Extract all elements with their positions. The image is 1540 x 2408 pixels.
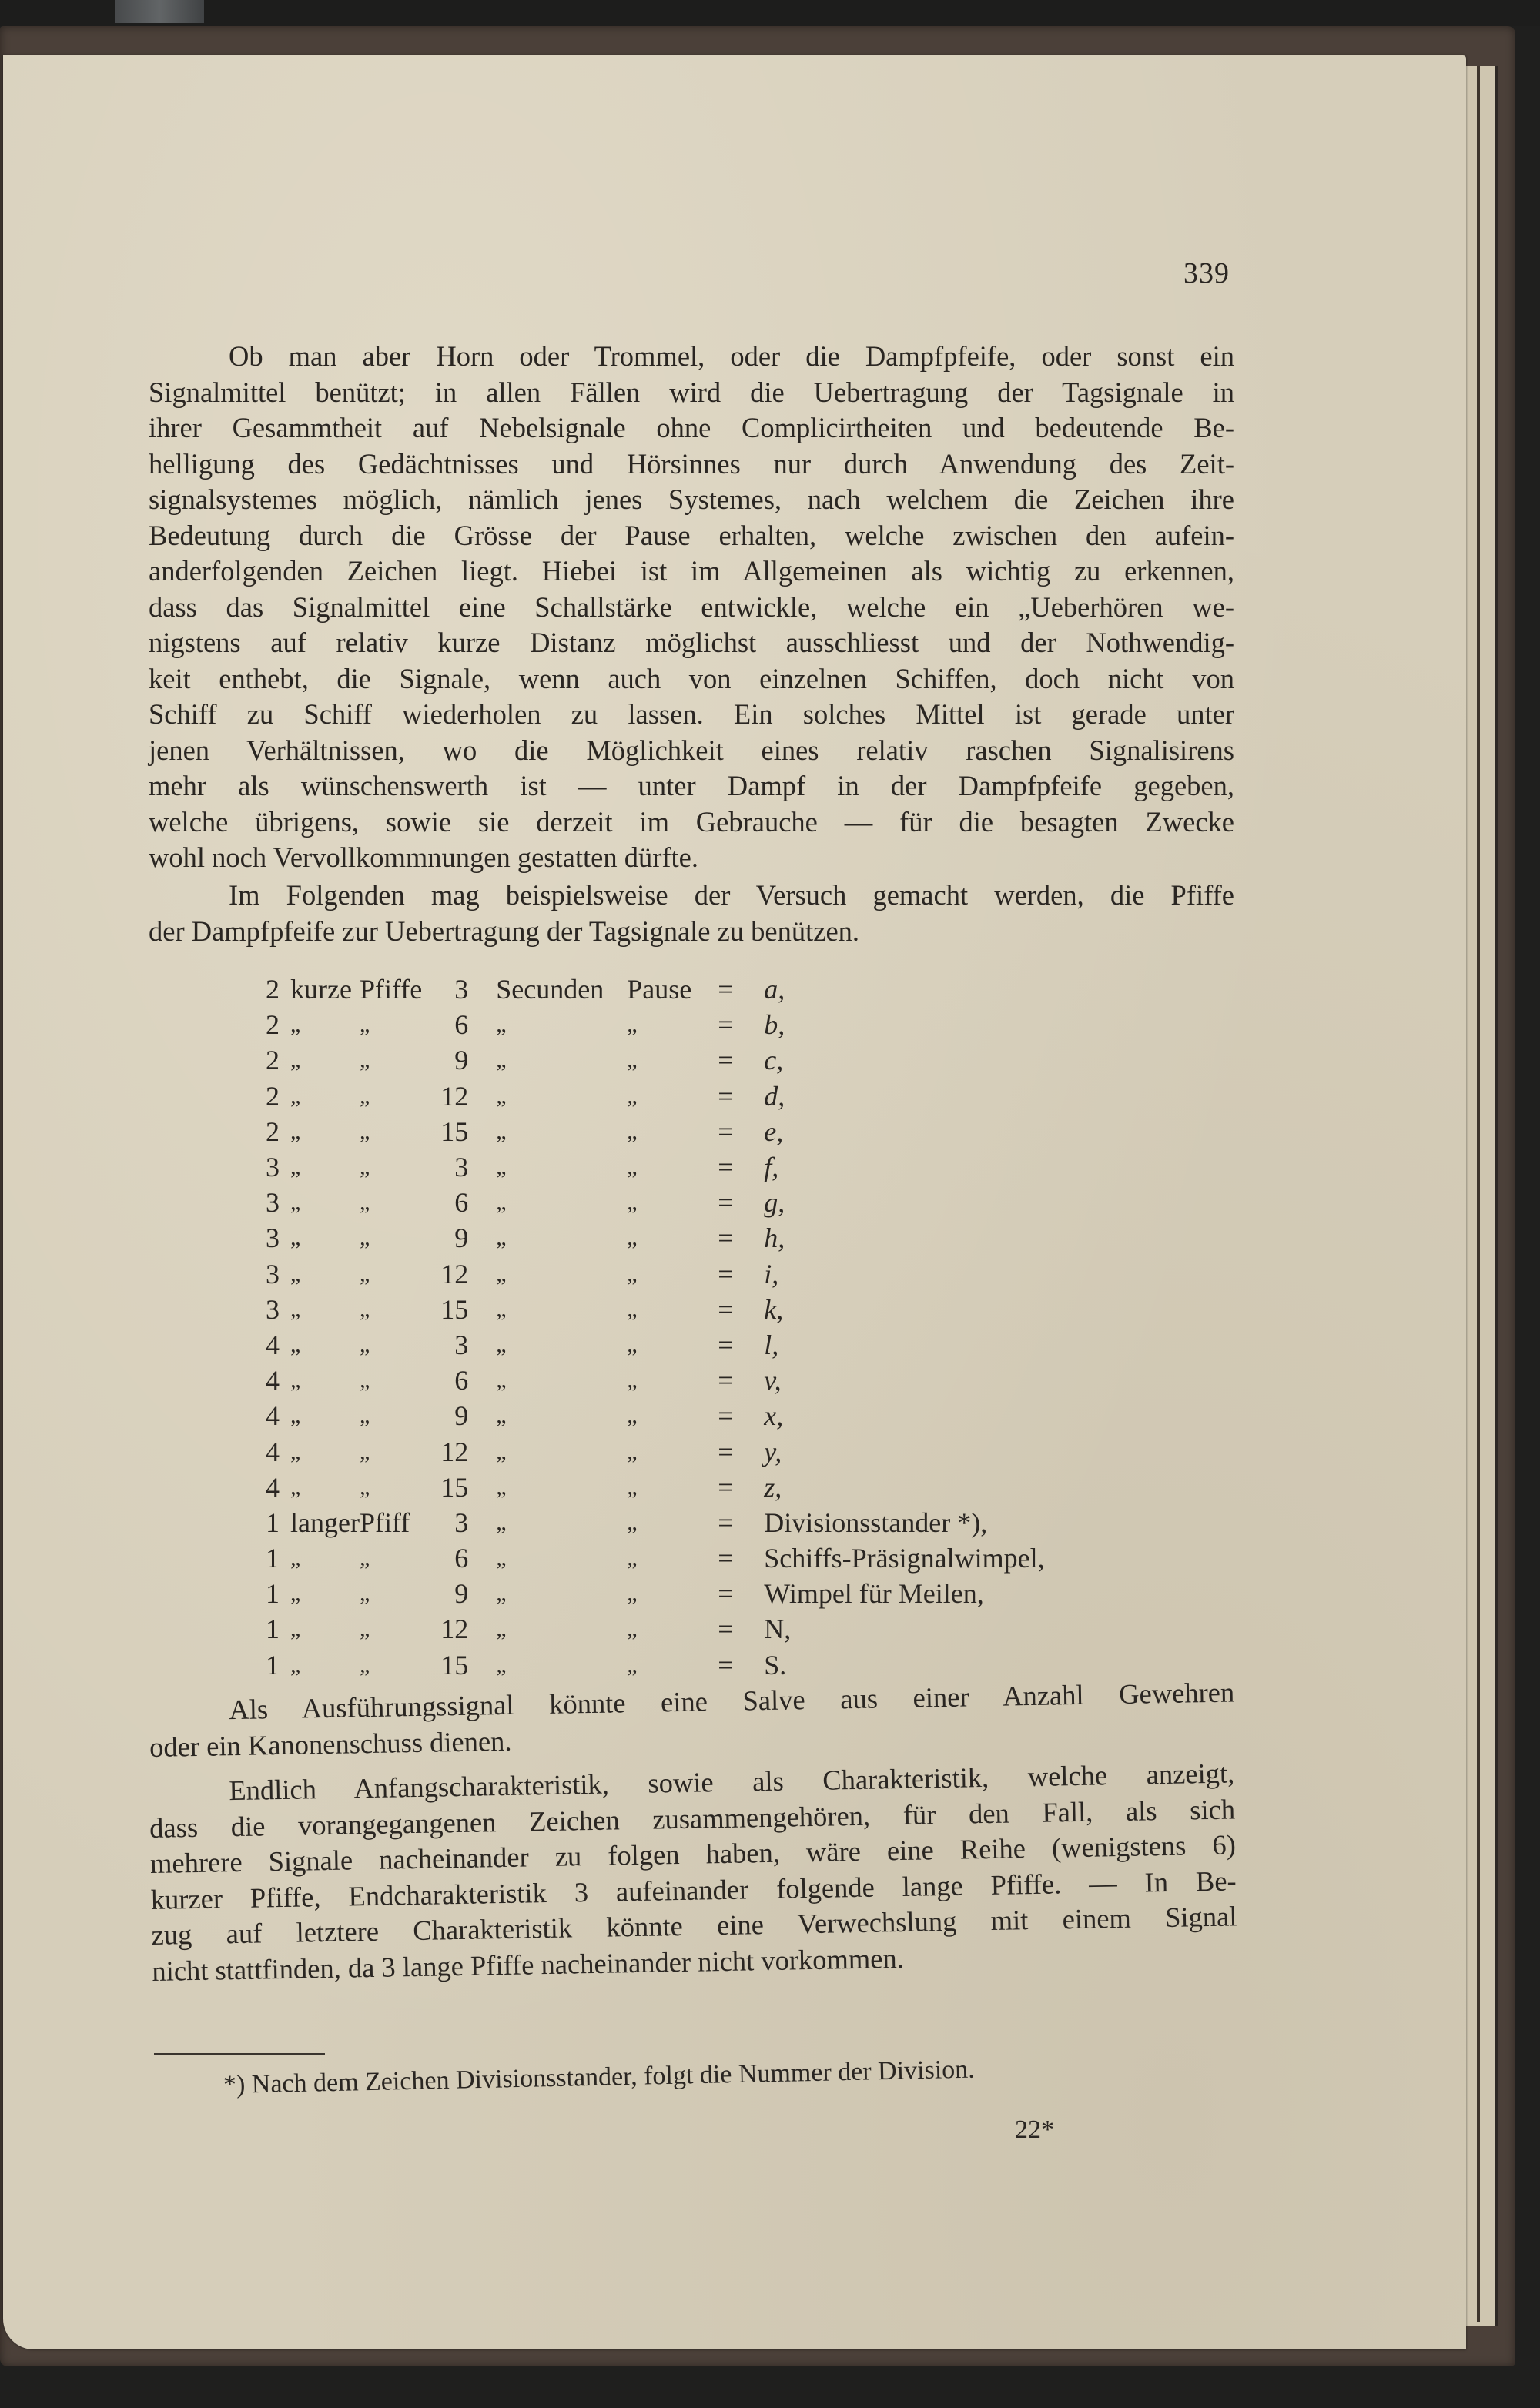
signal-row xyxy=(266,972,1045,1007)
signal-pfiff: „ xyxy=(359,1616,370,1642)
text-line: nigstens auf relativ kurze Distanz möglichst ausschliesst und der Nothwendig- xyxy=(149,627,1234,658)
seconds-word: „ xyxy=(496,1580,507,1607)
seconds-word: „ xyxy=(496,1189,507,1216)
signal-type: „ xyxy=(290,1047,301,1073)
text-line: wohl noch Vervollkommnungen gestatten dürfte. xyxy=(149,841,698,873)
pause-seconds: 3 xyxy=(454,1329,469,1360)
signal-meaning: d, xyxy=(764,1080,785,1112)
paragraph-4 xyxy=(149,1755,1238,1989)
signal-pfiff: Pfiffe xyxy=(359,974,423,1005)
page-edges xyxy=(1463,66,1498,2326)
equals-sign: = xyxy=(718,1187,734,1219)
signal-meaning: Schiffs-Präsignalwimpel, xyxy=(764,1543,1045,1574)
signal-pfiff: „ xyxy=(359,1118,370,1144)
signal-type: „ xyxy=(290,1154,301,1180)
pause-word: „ xyxy=(627,1012,638,1038)
signal-row xyxy=(266,1185,1045,1220)
pause-word: „ xyxy=(627,1225,638,1251)
text-line: keit enthebt, die Signale, wenn auch von einzelnen Schiffen, doch nicht von xyxy=(149,662,1234,694)
pause-seconds: 12 xyxy=(440,1436,469,1467)
signal-row xyxy=(266,1292,1045,1327)
seconds-word: „ xyxy=(496,1260,507,1286)
pause-seconds: 3 xyxy=(454,974,469,1005)
signal-type: „ xyxy=(290,1438,301,1464)
signal-row xyxy=(266,1647,1045,1683)
seconds-word: „ xyxy=(496,1047,507,1073)
signal-pfiff: Pfiff xyxy=(359,1507,410,1538)
signal-pfiff: „ xyxy=(359,1367,370,1393)
signal-type: „ xyxy=(290,1545,301,1571)
text-line: Bedeutung durch die Grösse der Pause erhalten, welche zwischen den aufein- xyxy=(149,519,1234,551)
signal-meaning: c, xyxy=(764,1045,784,1076)
text-line: mehr als wünschenswerth ist — unter Dampf in der Dampfpfeife gegeben, xyxy=(149,770,1234,801)
footnote-divider xyxy=(154,2053,325,2055)
signal-meaning: h, xyxy=(764,1222,785,1254)
signal-type: „ xyxy=(290,1082,301,1109)
signal-pfiff: „ xyxy=(359,1082,370,1109)
signal-type: „ xyxy=(290,1616,301,1642)
signal-count: 1 xyxy=(266,1614,280,1645)
pause-seconds: 9 xyxy=(454,1045,469,1076)
signal-row xyxy=(266,1470,1045,1505)
pause-word: „ xyxy=(627,1580,638,1607)
pause-word: „ xyxy=(627,1047,638,1073)
text-line: oder ein Kanonenschuss dienen. xyxy=(149,1724,512,1763)
pause-word: „ xyxy=(627,1260,638,1286)
text-line: Ob man aber Horn oder Trommel, oder die Dampfpfeife, oder sonst ein xyxy=(229,340,1234,372)
signal-meaning: Wimpel für Meilen, xyxy=(764,1578,984,1610)
signal-count: 4 xyxy=(266,1471,280,1503)
pause-seconds: 6 xyxy=(454,1009,469,1041)
pause-word: „ xyxy=(627,1296,638,1322)
signal-type: „ xyxy=(290,1225,301,1251)
pause-seconds: 3 xyxy=(454,1507,469,1538)
signal-meaning: k, xyxy=(764,1293,784,1325)
seconds-word: „ xyxy=(496,1012,507,1038)
pause-seconds: 12 xyxy=(440,1080,469,1112)
signal-pfiff: „ xyxy=(359,1473,370,1500)
signal-count: 3 xyxy=(266,1258,280,1289)
signal-pfiff: „ xyxy=(359,1189,370,1216)
signal-count: 1 xyxy=(266,1507,280,1538)
text-line: Schiff zu Schiff wiederholen zu lassen. Ein solches Mittel ist gerade unter xyxy=(149,698,1234,730)
signal-row xyxy=(266,1114,1045,1149)
signal-type: „ xyxy=(290,1367,301,1393)
pause-word: „ xyxy=(627,1616,638,1642)
paragraph-2 xyxy=(149,878,1234,949)
book-cover-top xyxy=(0,0,1540,26)
pause-seconds: 6 xyxy=(454,1187,469,1219)
equals-sign: = xyxy=(718,1009,734,1041)
signal-count: 4 xyxy=(266,1400,280,1432)
signal-meaning: v, xyxy=(764,1365,782,1396)
text-line: zug auf letztere Charakteristik könnte eine Verwechslung mit einem Signal xyxy=(151,1900,1237,1951)
signal-count: 4 xyxy=(266,1436,280,1467)
seconds-word: „ xyxy=(496,1154,507,1180)
seconds-word: „ xyxy=(496,1509,507,1535)
text-line: dass das Signalmittel eine Schallstärke entwickle, welche ein „Ueberhören we- xyxy=(149,590,1234,623)
equals-sign: = xyxy=(718,1365,734,1396)
signal-pfiff: „ xyxy=(359,1545,370,1571)
signal-type: „ xyxy=(290,1118,301,1144)
seconds-word: „ xyxy=(496,1225,507,1251)
pause-seconds: 3 xyxy=(454,1152,469,1183)
signal-pfiff: „ xyxy=(359,1154,370,1180)
pause-seconds: 15 xyxy=(440,1649,469,1681)
signal-count: 3 xyxy=(266,1293,280,1325)
signal-count: 2 xyxy=(266,1009,280,1041)
signal-table xyxy=(266,972,1045,1683)
pause-seconds: 15 xyxy=(440,1471,469,1503)
signal-meaning: l, xyxy=(764,1329,779,1360)
signal-meaning: x, xyxy=(764,1400,784,1432)
equals-sign: = xyxy=(718,1293,734,1325)
signal-meaning: N, xyxy=(764,1614,792,1645)
equals-sign: = xyxy=(718,1614,734,1645)
text-line: welche übrigens, sowie sie derzeit im Gebrauche — für die besagten Zwecke xyxy=(149,805,1234,838)
signal-count: 3 xyxy=(266,1187,280,1219)
text-line: dass die vorangegangenen Zeichen zusammengehören, für den Fall, als sich xyxy=(149,1792,1236,1844)
pause-seconds: 6 xyxy=(454,1365,469,1396)
equals-sign: = xyxy=(718,1471,734,1503)
signal-count: 2 xyxy=(266,1045,280,1076)
text-line: der Dampfpfeife zur Uebertragung der Tagsignale zu benützen. xyxy=(149,915,860,947)
signal-meaning: a, xyxy=(764,974,785,1005)
equals-sign: = xyxy=(718,1400,734,1432)
text-line: anderfolgenden Zeichen liegt. Hiebei ist im Allgemeinen als wichtig zu erkennen, xyxy=(149,555,1234,587)
seconds-word: „ xyxy=(496,1082,507,1109)
text-line: helligung des Gedächtnisses und Hörsinnes nur durch Anwendung des Zeit- xyxy=(149,447,1234,480)
signal-type: „ xyxy=(290,1651,301,1677)
pause-seconds: 12 xyxy=(440,1258,469,1289)
signal-meaning: b, xyxy=(764,1009,785,1041)
signal-type: langer xyxy=(290,1507,360,1538)
signal-row xyxy=(266,1079,1045,1114)
pause-word: „ xyxy=(627,1473,638,1500)
pause-word: „ xyxy=(627,1545,638,1571)
signal-meaning: e, xyxy=(764,1115,784,1147)
page-number: 339 xyxy=(1183,257,1230,289)
signal-meaning: g, xyxy=(764,1187,785,1219)
signal-row xyxy=(266,1433,1045,1469)
signal-meaning: i, xyxy=(764,1258,779,1289)
pause-seconds: 15 xyxy=(440,1115,469,1147)
seconds-word: „ xyxy=(496,1296,507,1322)
signal-count: 2 xyxy=(266,1080,280,1112)
signal-count: 3 xyxy=(266,1152,280,1183)
text-line: jenen Verhältnissen, wo die Möglichkeit eines relativ raschen Signalisirens xyxy=(149,734,1234,766)
signal-row xyxy=(266,1576,1045,1611)
signal-meaning: z, xyxy=(764,1471,782,1503)
signal-pfiff: „ xyxy=(359,1651,370,1677)
pause-seconds: 15 xyxy=(440,1293,469,1325)
text-line: nicht stattfinden, da 3 lange Pfiffe nacheinander nicht vorkommen. xyxy=(152,1941,905,1987)
page-edge-shadow xyxy=(1477,66,1480,2322)
equals-sign: = xyxy=(718,1543,734,1574)
signal-row xyxy=(266,1149,1045,1185)
pause-word: „ xyxy=(627,1331,638,1357)
text-line: Endlich Anfangscharakteristik, sowie als Charakteristik, welche anzeigt, xyxy=(229,1757,1235,1807)
signal-pfiff: „ xyxy=(359,1296,370,1322)
signal-pfiff: „ xyxy=(359,1225,370,1251)
equals-sign: = xyxy=(718,1329,734,1360)
pause-seconds: 9 xyxy=(454,1400,469,1432)
text-line: Im Folgenden mag beispielsweise der Versuch gemacht werden, die Pfiffe xyxy=(229,879,1234,911)
seconds-word: „ xyxy=(496,1473,507,1500)
seconds-word: „ xyxy=(496,1651,507,1677)
equals-sign: = xyxy=(718,1649,734,1681)
signal-row xyxy=(266,1327,1045,1363)
seconds-word: „ xyxy=(496,1438,507,1464)
signal-count: 1 xyxy=(266,1543,280,1574)
signal-type: „ xyxy=(290,1473,301,1500)
pause-seconds: 12 xyxy=(440,1614,469,1645)
signal-meaning: y, xyxy=(764,1436,782,1467)
signal-meaning: f, xyxy=(764,1152,779,1183)
equals-sign: = xyxy=(718,1436,734,1467)
signal-pfiff: „ xyxy=(359,1012,370,1038)
signal-count: 2 xyxy=(266,974,280,1005)
signal-count: 2 xyxy=(266,1115,280,1147)
signal-count: 1 xyxy=(266,1649,280,1681)
text-line: mehrere Signale nacheinander zu folgen haben, wäre eine Reihe (wenigstens 6) xyxy=(149,1828,1237,1879)
signal-pfiff: „ xyxy=(359,1260,370,1286)
signal-type: „ xyxy=(290,1296,301,1322)
light-glare xyxy=(116,0,204,23)
footnote: *) Nach dem Zeichen Divisionsstander, folgt die Nummer der Division. xyxy=(223,2055,976,2099)
signal-type: „ xyxy=(290,1580,301,1607)
signal-row xyxy=(266,1042,1045,1078)
pause-word: „ xyxy=(627,1438,638,1464)
signal-count: 4 xyxy=(266,1365,280,1396)
signal-count: 3 xyxy=(266,1222,280,1254)
signal-meaning: S. xyxy=(764,1649,787,1681)
pause-seconds: 9 xyxy=(454,1222,469,1254)
equals-sign: = xyxy=(718,1258,734,1289)
seconds-word: Secunden xyxy=(496,974,604,1005)
pause-word: „ xyxy=(627,1189,638,1216)
seconds-word: „ xyxy=(496,1545,507,1571)
signal-row xyxy=(266,1540,1045,1576)
text-line: signalsystemes möglich, nämlich jenes Systemes, nach welchem die Zeichen ihre xyxy=(149,483,1234,515)
pause-word: „ xyxy=(627,1154,638,1180)
text-line: ihrer Gesammtheit auf Nebelsignale ohne Complicirtheiten und bedeutende Be- xyxy=(149,412,1234,443)
signal-type: „ xyxy=(290,1403,301,1429)
signal-row xyxy=(266,1398,1045,1433)
signature-mark: 22* xyxy=(1015,2115,1054,2144)
equals-sign: = xyxy=(718,1578,734,1610)
seconds-word: „ xyxy=(496,1403,507,1429)
signal-type: „ xyxy=(290,1012,301,1038)
paragraph-1 xyxy=(149,339,1234,876)
signal-pfiff: „ xyxy=(359,1331,370,1357)
signal-pfiff: „ xyxy=(359,1403,370,1429)
signal-row xyxy=(266,1505,1045,1540)
seconds-word: „ xyxy=(496,1118,507,1144)
pause-word: Pause xyxy=(627,974,692,1005)
pause-word: „ xyxy=(627,1509,638,1535)
text-line: Signalmittel benützt; in allen Fällen wird die Uebertragung der Tagsignale in xyxy=(149,376,1234,408)
signal-count: 1 xyxy=(266,1578,280,1610)
signal-row xyxy=(266,1611,1045,1647)
signal-row xyxy=(266,1220,1045,1256)
seconds-word: „ xyxy=(496,1367,507,1393)
signal-meaning: Divisionsstander *), xyxy=(764,1507,988,1538)
signal-row xyxy=(266,1256,1045,1292)
signal-row xyxy=(266,1007,1045,1042)
equals-sign: = xyxy=(718,1222,734,1254)
pause-word: „ xyxy=(627,1651,638,1677)
signal-count: 4 xyxy=(266,1329,280,1360)
pause-word: „ xyxy=(627,1082,638,1109)
text-line: kurzer Pfiffe, Endcharakteristik 3 aufeinander folgende lange Pfiffe. — In Be- xyxy=(150,1864,1237,1915)
signal-row xyxy=(266,1363,1045,1398)
equals-sign: = xyxy=(718,1045,734,1076)
pause-word: „ xyxy=(627,1367,638,1393)
seconds-word: „ xyxy=(496,1616,507,1642)
pause-seconds: 6 xyxy=(454,1543,469,1574)
text-line: Als Ausführungssignal könnte eine Salve aus einer Anzahl Gewehren xyxy=(229,1676,1235,1726)
signal-type: „ xyxy=(290,1189,301,1216)
equals-sign: = xyxy=(718,974,734,1005)
pause-word: „ xyxy=(627,1118,638,1144)
signal-pfiff: „ xyxy=(359,1438,370,1464)
signal-pfiff: „ xyxy=(359,1580,370,1607)
seconds-word: „ xyxy=(496,1331,507,1357)
signal-type: „ xyxy=(290,1331,301,1357)
equals-sign: = xyxy=(718,1507,734,1538)
signal-type: „ xyxy=(290,1260,301,1286)
equals-sign: = xyxy=(718,1115,734,1147)
signal-pfiff: „ xyxy=(359,1047,370,1073)
signal-type: kurze xyxy=(290,974,352,1005)
equals-sign: = xyxy=(718,1080,734,1112)
pause-seconds: 9 xyxy=(454,1578,469,1610)
pause-word: „ xyxy=(627,1403,638,1429)
equals-sign: = xyxy=(718,1152,734,1183)
